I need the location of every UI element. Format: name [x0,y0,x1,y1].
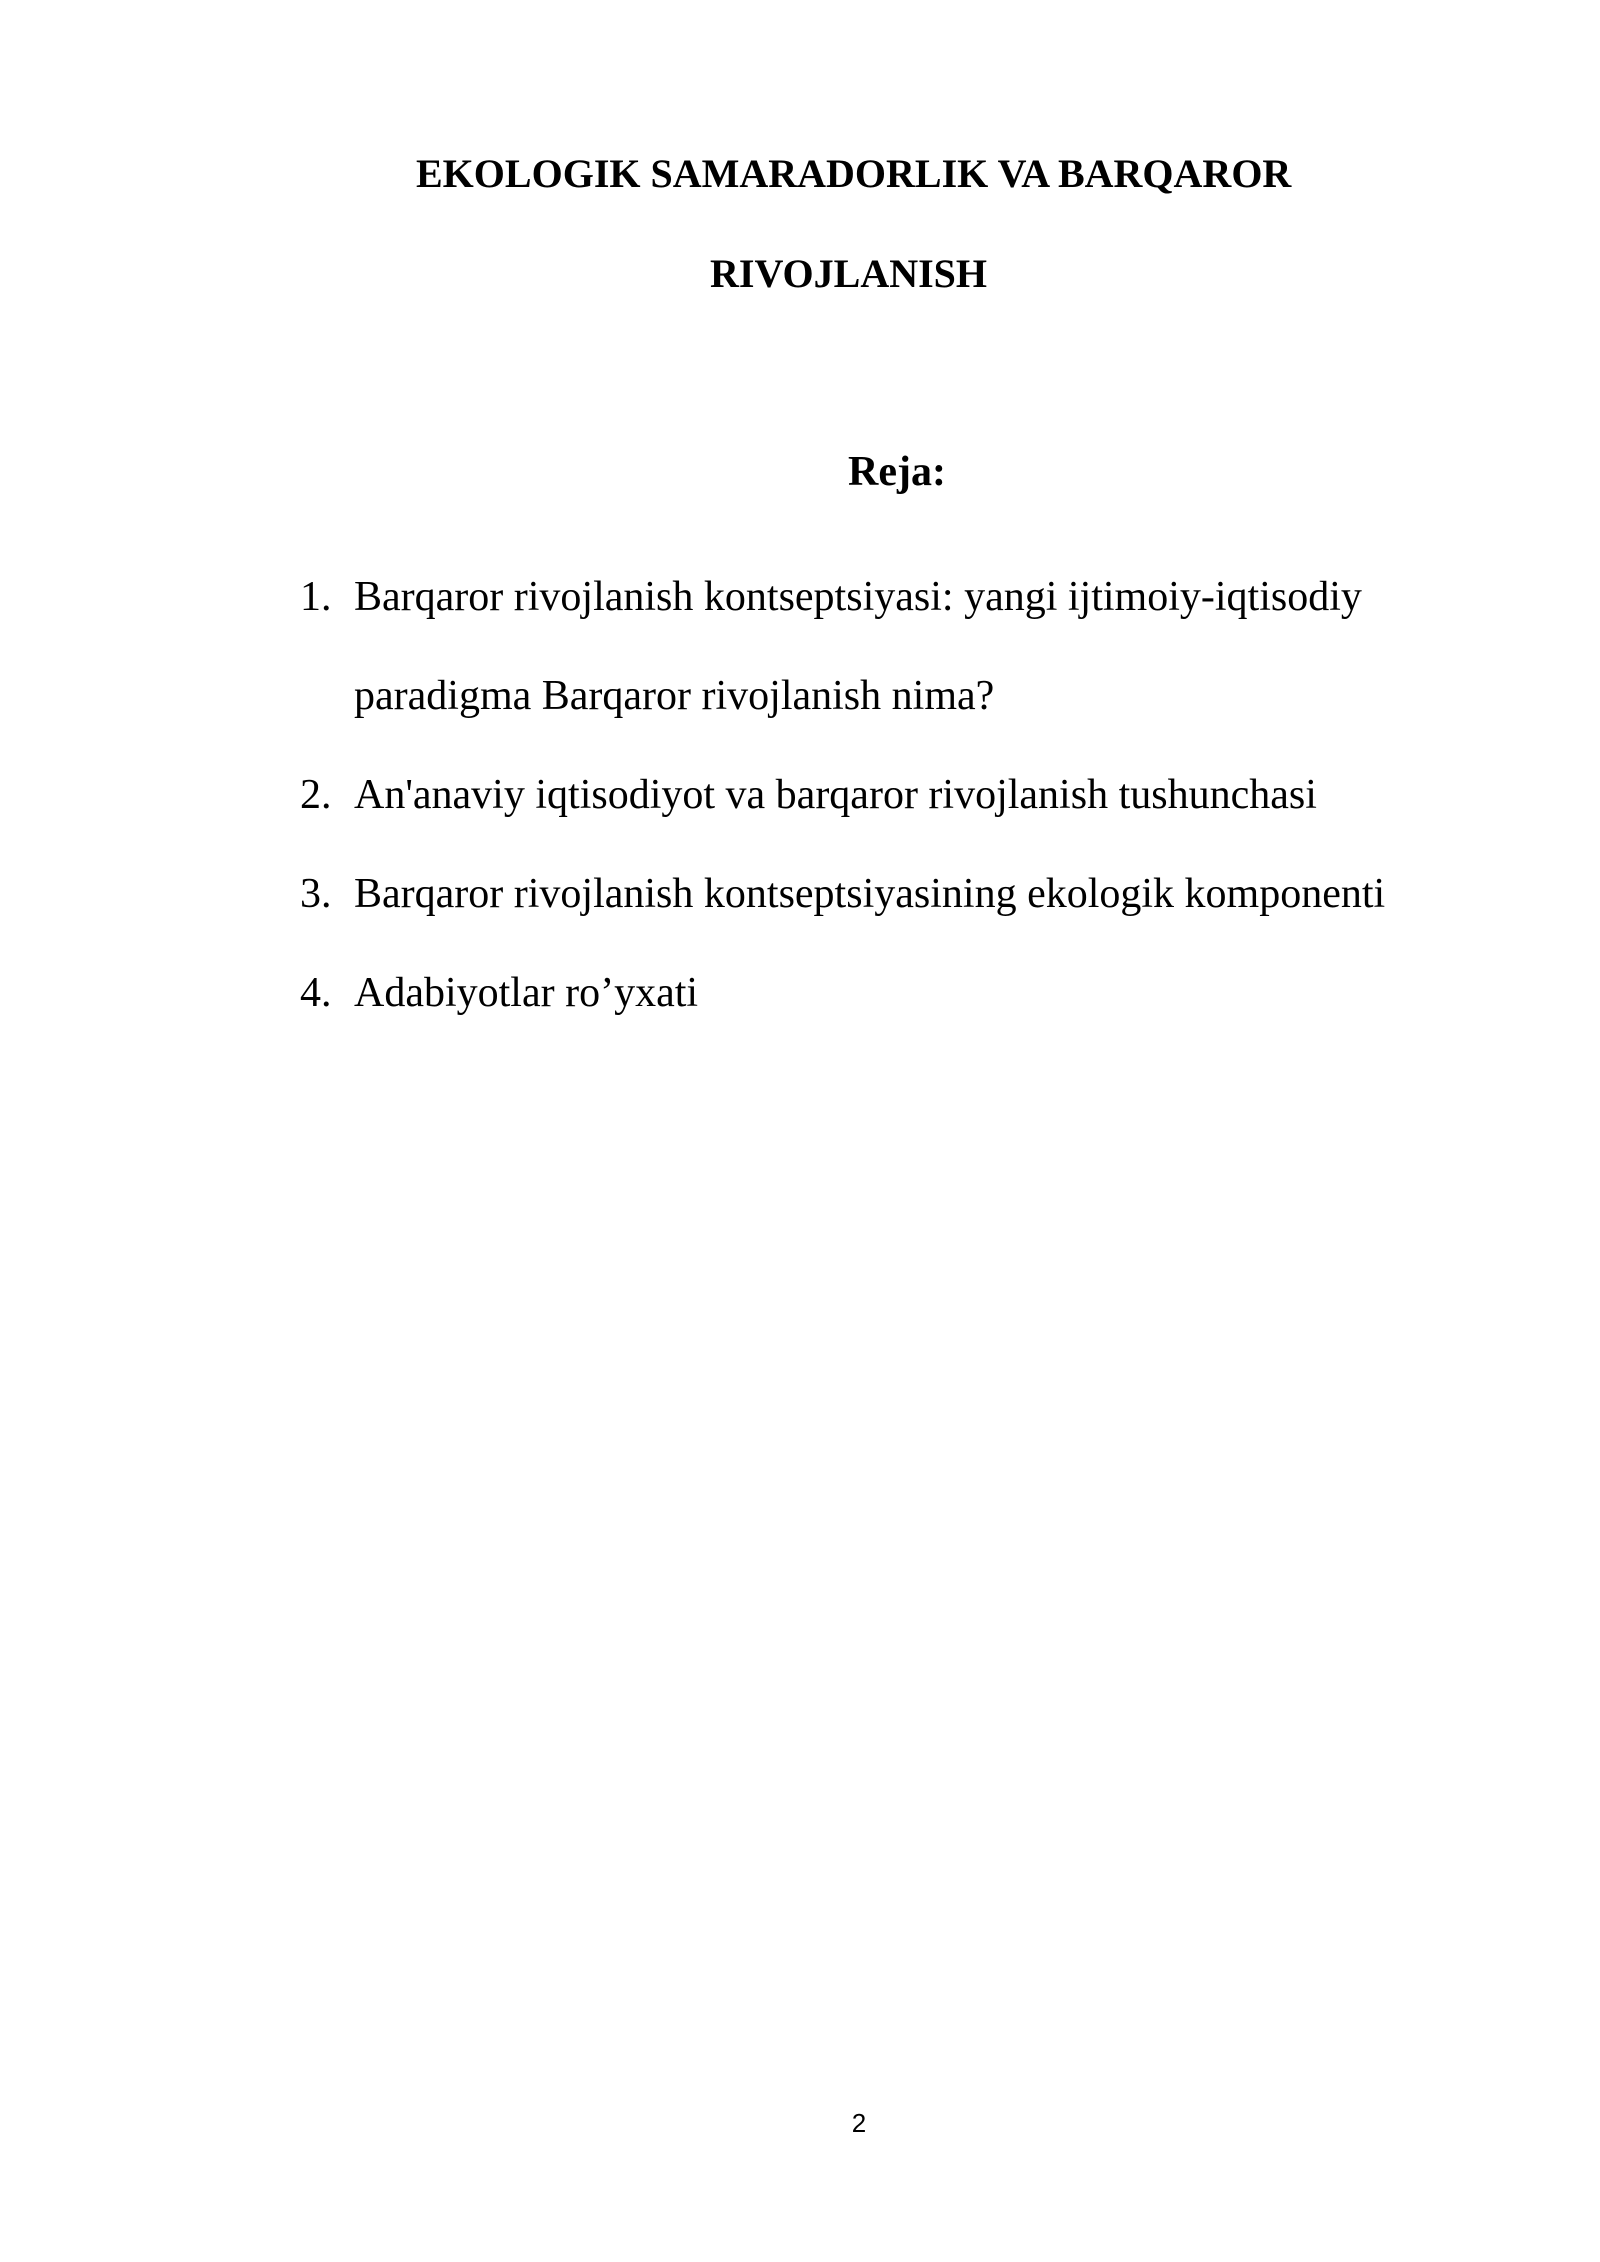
plan-item [300,845,1450,944]
document-title-line-1: EKOLOGIK SAMARADORLIK VA BARQAROR [416,151,1292,196]
plan-item-text: Adabiyotlar ro’yxati [354,970,699,1016]
plan-item-text: Barqaror rivojlanish kontseptsiyasi: yangi ijtimoiy-iqtisodiy paradigma Barqaror rivojlanish nima? [354,574,1362,719]
document-title-line-2: RIVOJLANISH [710,251,988,296]
plan-item-text: Barqaror rivojlanish kontseptsiyasining ekologik komponenti [354,871,1386,917]
plan-item [300,548,1450,746]
plan-item [300,746,1450,845]
plan-item-number: 4. [300,970,332,1016]
plan-item-number: 3. [300,871,332,917]
plan-item [300,944,1450,1043]
plan-item-number: 2. [300,772,332,818]
plan-list [300,548,1450,1043]
plan-item-number: 1. [300,574,332,620]
plan-heading: Reja: [848,449,946,495]
page-number: 2 [851,2108,867,2138]
plan-item-text: An'anaviy iqtisodiyot va barqaror rivojlanish tushunchasi [354,772,1317,818]
